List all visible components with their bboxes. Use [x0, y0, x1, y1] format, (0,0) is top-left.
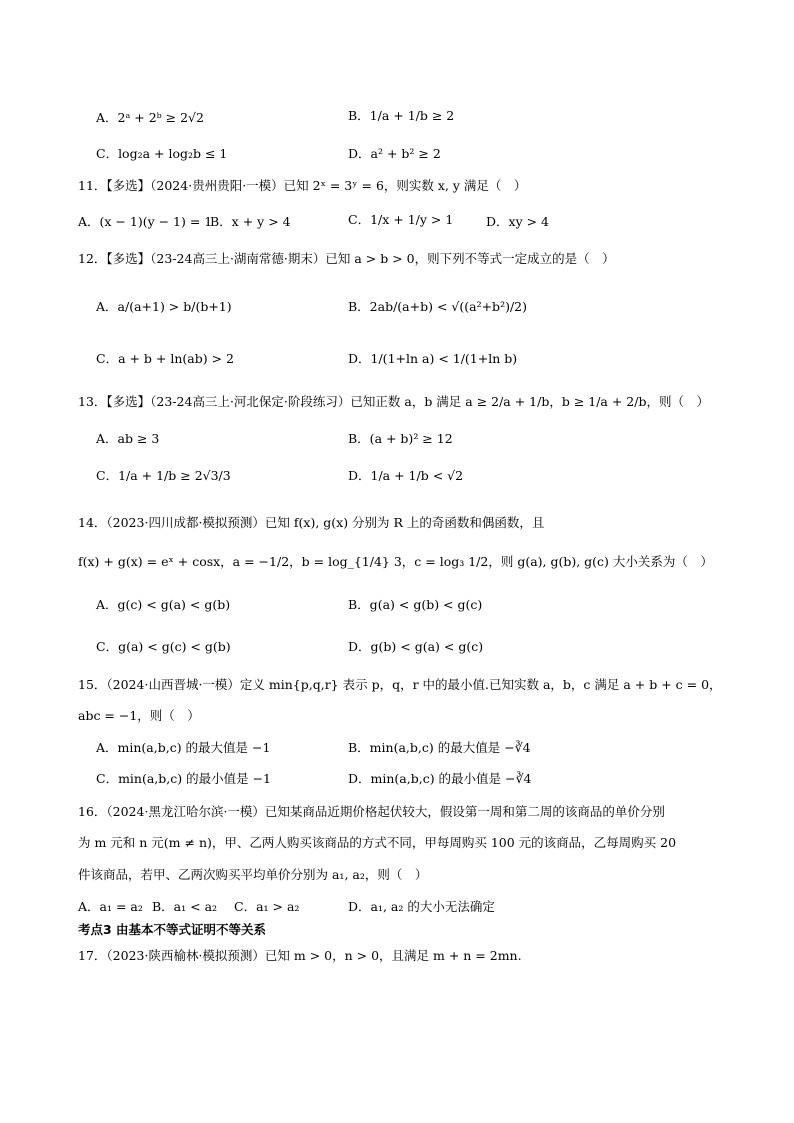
q16-option-c: C．a₁ > a₂ — [234, 899, 300, 914]
q11-stem: 11．【多选】（2024·贵州贵阳·一模）已知 2ˣ = 3ʸ = 6，则实数 x, y 满足（ ） — [78, 178, 527, 193]
q16-option-b: B．a₁ < a₂ — [152, 899, 218, 914]
q13-option-d: D．1/a + 1/b < √2 — [348, 468, 464, 483]
q17-stem: 17．（2023·陕西榆林·模拟预测）已知 m > 0，n > 0，且满足 m + n = 2mn. — [78, 948, 522, 963]
q10-option-c: C．log₂a + log₂b ≤ 1 — [96, 146, 228, 161]
q10-option-d: D．a² + b² ≥ 2 — [348, 146, 441, 161]
q14-option-c: C．g(a) < g(c) < g(b) — [96, 639, 231, 654]
q10-option-b: B．1/a + 1/b ≥ 2 — [348, 108, 455, 123]
q15-option-c: C．min(a,b,c) 的最小值是 −1 — [96, 771, 271, 786]
q15-option-a: A．min(a,b,c) 的最大值是 −1 — [96, 740, 271, 755]
q13-option-a: A．ab ≥ 3 — [96, 431, 160, 446]
q14-stem-line2: f(x) + g(x) = eˣ + cosx，a = −1/2，b = log_{1/4} 3，c = log₃ 1/2，则 g(a), g(b), g(c) 大小关系为（ ） — [78, 554, 713, 569]
q16-option-d: D．a₁, a₂ 的大小无法确定 — [348, 899, 495, 914]
q13-option-b: B．(a + b)² ≥ 12 — [348, 431, 453, 446]
q13-stem: 13．【多选】（23-24高三上·河北保定·阶段练习）已知正数 a，b 满足 a ≥ 2/a + 1/b，b ≥ 1/a + 2/b，则（ ） — [78, 394, 709, 409]
q12-option-d: D．1/(1+ln a) < 1/(1+ln b) — [348, 351, 518, 366]
q15-option-b: B．min(a,b,c) 的最大值是 −∛4 — [348, 740, 531, 755]
q12-option-b: B．2ab/(a+b) < √((a²+b²)/2) — [348, 299, 527, 314]
q12-stem: 12．【多选】（23-24高三上·湖南常德·期末）已知 a > b > 0，则下列不等式一定成立的是（ ） — [78, 251, 615, 266]
q15-option-d: D．min(a,b,c) 的最小值是 −∛4 — [348, 771, 532, 786]
q10-option-a: A．2ᵃ + 2ᵇ ≥ 2√2 — [96, 110, 204, 125]
q11-option-d: D．xy > 4 — [486, 214, 550, 229]
q13-option-c: C．1/a + 1/b ≥ 2√3/3 — [96, 468, 231, 483]
q12-option-c: C．a + b + ln(ab) > 2 — [96, 351, 234, 366]
section-heading: 考点3 由基本不等式证明不等关系 — [78, 922, 267, 937]
q11-option-b: B．x + y > 4 — [210, 214, 291, 229]
q16-stem-line2: 为 m 元和 n 元(m ≠ n)，甲、乙两人购买该商品的方式不同，甲每周购买 100 元的该商品，乙每周购买 20 — [78, 835, 677, 850]
q14-stem-line1: 14．（2023·四川成都·模拟预测）已知 f(x), g(x) 分别为 R 上的奇函数和偶函数，且 — [78, 515, 545, 530]
q11-option-c: C．1/x + 1/y > 1 — [348, 212, 454, 227]
q14-option-d: D．g(b) < g(a) < g(c) — [348, 639, 484, 654]
q15-stem-line1: 15．（2024·山西晋城·一模）定义 min{p,q,r} 表示 p，q，r 中的最小值.已知实数 a，b，c 满足 a + b + c = 0， — [78, 677, 722, 692]
q11-option-a: A．(x − 1)(y − 1) = 1 — [78, 214, 213, 229]
q12-option-a: A．a/(a+1) > b/(b+1) — [96, 299, 232, 314]
q16-stem-line3: 件该商品，若甲、乙两次购买平均单价分别为 a₁, a₂，则（ ） — [78, 867, 428, 882]
q14-option-b: B．g(a) < g(b) < g(c) — [348, 597, 483, 612]
q16-option-a: A．a₁ = a₂ — [78, 899, 143, 914]
q16-stem-line1: 16．（2024·黑龙江哈尔滨·一模）已知某商品近期价格起伏较大，假设第一周和第二周的该商品的单价分别 — [78, 804, 665, 819]
q15-stem-line2: abc = −1，则（ ） — [78, 708, 200, 723]
q14-option-a: A．g(c) < g(a) < g(b) — [96, 597, 231, 612]
